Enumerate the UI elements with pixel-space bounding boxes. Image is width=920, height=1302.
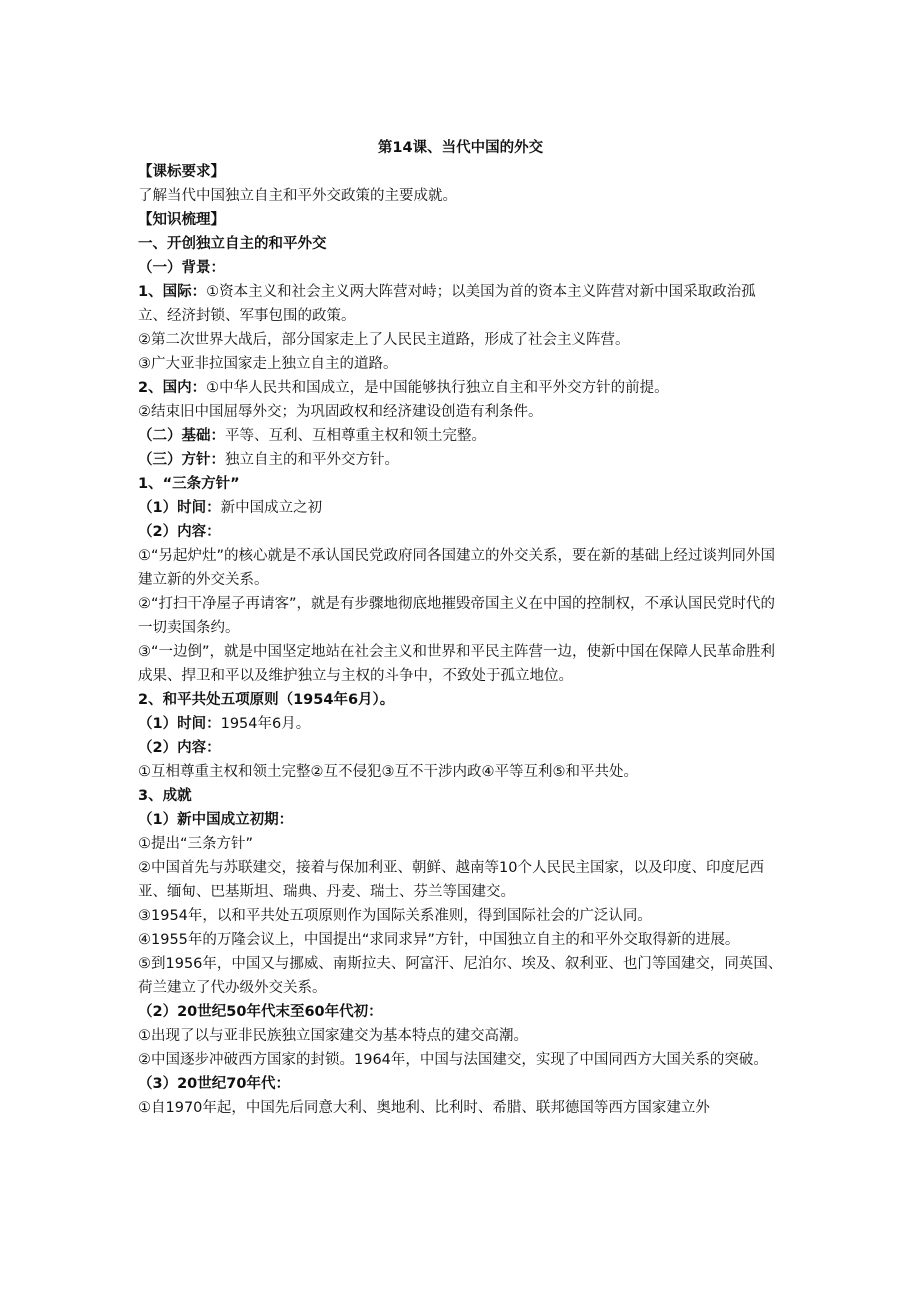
line-heading: 1、“三条方针” [138, 476, 240, 492]
paragraph-line [138, 640, 783, 688]
paragraph-line [138, 592, 783, 640]
paragraph-line [138, 160, 783, 184]
line-text: ③“一边倒”，就是中国坚定地站在社会主义和世界和平民主阵营一边，使新中国在保障人民革命胜利成果、捍卫和平以及维护独立与主权的斗争中，不致处于孤立地位。 [138, 644, 776, 684]
paragraph-line [138, 1000, 783, 1024]
line-heading: 一、开创独立自主的和平外交 [138, 236, 327, 252]
paragraph-line [138, 544, 783, 592]
line-text: ①资本主义和社会主义两大阵营对峙；以美国为首的资本主义阵营对新中国采取政治孤立、经济封锁、军事包围的政策。 [138, 284, 756, 324]
line-text: ①中华人民共和国成立，是中国能够执行独立自主和平外交方针的前提。 [206, 380, 669, 396]
paragraph-line [138, 1096, 783, 1120]
line-text: 平等、互利、互相尊重主权和领土完整。 [225, 428, 486, 444]
line-text: 1954年6月。 [220, 716, 311, 732]
line-heading: （1）时间： [138, 500, 221, 516]
line-heading: （三）方针： [138, 452, 225, 468]
paragraph-line [138, 520, 783, 544]
paragraph-line [138, 688, 783, 712]
line-heading: （一）背景： [138, 260, 225, 276]
line-text: ①互相尊重主权和领土完整②互不侵犯③互不干涉内政④平等互利⑤和平共处。 [138, 764, 638, 780]
line-heading: （3）20世纪70年代： [138, 1076, 290, 1092]
paragraph-line [138, 448, 783, 472]
line-heading: （二）基础： [138, 428, 225, 444]
line-text: ④1955年的万隆会议上，中国提出“求同求异”方针，中国独立自主的和平外交取得新的进展。 [138, 932, 740, 948]
line-text: ①提出“三条方针” [138, 836, 254, 852]
line-text: ③广大亚非拉国家走上独立自主的道路。 [138, 356, 398, 372]
line-text: ②第二次世界大战后，部分国家走上了人民民主道路，形成了社会主义阵营。 [138, 332, 630, 348]
paragraph-line [138, 856, 783, 904]
paragraph-line [138, 376, 783, 400]
paragraph-line [138, 352, 783, 376]
paragraph-line [138, 184, 783, 208]
paragraph-line [138, 712, 783, 736]
line-text: ③1954年，以和平共处五项原则作为国际关系准则，得到国际社会的广泛认同。 [138, 908, 652, 924]
line-heading: （2）内容： [138, 740, 221, 756]
paragraph-line [138, 496, 783, 520]
paragraph-line [138, 784, 783, 808]
paragraph-line [138, 328, 783, 352]
page-title: 第14课、当代中国的外交 [377, 140, 544, 156]
line-heading: （2）20世纪50年代末至60年代初： [138, 1004, 383, 1020]
paragraph-line [138, 424, 783, 448]
paragraph-line [138, 928, 783, 952]
line-text: 了解当代中国独立自主和平外交政策的主要成就。 [138, 188, 457, 204]
paragraph-line [138, 400, 783, 424]
paragraph-line [138, 280, 783, 328]
line-heading: 3、成就 [138, 788, 192, 804]
line-text: ①“另起炉灶”的核心就是不承认国民党政府同各国建立的外交关系，要在新的基础上经过谈判同外国建立新的外交关系。 [138, 548, 776, 588]
paragraph-line [138, 1024, 783, 1048]
paragraph-line [138, 208, 783, 232]
paragraph-line [138, 832, 783, 856]
paragraph-line [138, 1048, 783, 1072]
line-text: ①出现了以与亚非民族独立国家建交为基本特点的建交高潮。 [138, 1028, 528, 1044]
line-text: ②中国首先与苏联建交，接着与保加利亚、朝鲜、越南等10个人民民主国家，以及印度、印度尼西亚、缅甸、巴基斯坦、瑞典、丹麦、瑞士、芬兰等国建交。 [138, 860, 764, 900]
line-text: ②“打扫干净屋子再请客”，就是有步骤地彻底地摧毁帝国主义在中国的控制权，不承认国民党时代的一切卖国条约。 [138, 596, 776, 636]
line-text: 独立自主的和平外交方针。 [225, 452, 399, 468]
line-heading: （2）内容： [138, 524, 221, 540]
line-heading: 1、国际： [138, 284, 207, 300]
paragraph-line [138, 1072, 783, 1096]
paragraph-line [138, 808, 783, 832]
paragraph-line [138, 256, 783, 280]
paragraph-line [138, 232, 783, 256]
paragraph-line [138, 736, 783, 760]
line-text: 新中国成立之初 [220, 500, 323, 516]
line-heading: 【知识梳理】 [138, 212, 225, 228]
line-heading: 2、国内： [138, 380, 207, 396]
line-text: ②中国逐步冲破西方国家的封锁。1964年，中国与法国建交，实现了中国同西方大国关系的突破。 [138, 1052, 768, 1068]
line-text: ①自1970年起，中国先后同意大利、奥地利、比利时、希腊、联邦德国等西方国家建立外 [138, 1100, 710, 1116]
document-body [138, 136, 783, 1120]
line-text: ⑤到1956年，中国又与挪威、南斯拉夫、阿富汗、尼泊尔、埃及、叙利亚、也门等国建交，同英国、荷兰建立了代办级外交关系。 [138, 956, 783, 996]
paragraph-line [138, 904, 783, 928]
paragraph-line [138, 952, 783, 1000]
line-heading: （1）新中国成立初期： [138, 812, 294, 828]
line-heading: 【课标要求】 [138, 164, 225, 180]
line-heading: （1）时间： [138, 716, 221, 732]
line-text: ②结束旧中国屈辱外交；为巩固政权和经济建设创造有利条件。 [138, 404, 543, 420]
paragraph-line [138, 760, 783, 784]
line-heading: 2、和平共处五项原则（1954年6月）。 [138, 692, 395, 708]
paragraph-line [138, 472, 783, 496]
text-lines [138, 160, 783, 1120]
